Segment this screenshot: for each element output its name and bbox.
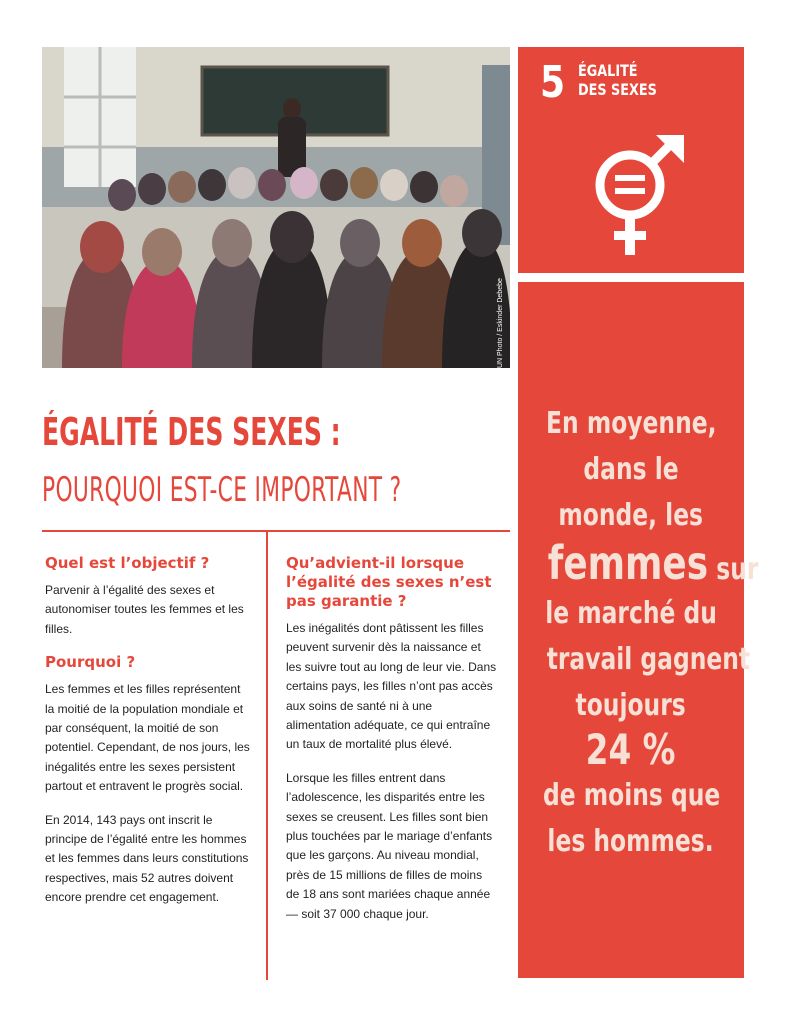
why-paragraph-2: En 2014, 143 pays ont inscrit le principe de l’égalité entre les hommes et les femmes dans leurs constitutions respectives, mais 52 autres doivent encore prendre cet engagement. (45, 812, 249, 905)
sdg-number: 5 (540, 57, 566, 108)
sdg-title-line-2: DES SEXES (578, 80, 657, 99)
left-column (45, 554, 253, 922)
objective-heading: Quel est l’objectif ? (45, 554, 210, 572)
stat-line-1: En moyenne, (545, 406, 717, 441)
statistic-panel (518, 282, 759, 978)
stat-line-6: travail gagnent (546, 642, 751, 677)
stat-percentage: 24 % (586, 725, 676, 774)
why-heading: Pourquoi ? (45, 653, 136, 672)
consequence-heading: Qu’advient-il lorsque l’égalité des sexes n’est pas garantie ? (286, 554, 492, 610)
page-title: ÉGALITÉ DES SEXES : (42, 410, 341, 454)
sdg-goal-badge (518, 47, 744, 273)
stat-line-3: monde, les (558, 498, 704, 533)
objective-text: Parvenir à l’égalité des sexes et autonomiser toutes les femmes et les filles. (45, 583, 244, 636)
photo-credit: UN Photo / Eskinder Debebe (497, 278, 504, 368)
classroom-illustration (42, 47, 510, 368)
stat-line-9: de moins que (542, 778, 721, 813)
why-paragraph-1: Les femmes et les filles représentent la moitié de la population mondiale et par conséquent, la moitié de son potentiel. Cependant, de nos jours, les inégalités entre les sexes persistent partout et entravent le progrès social. (45, 682, 250, 794)
stat-line-7: toujours (575, 688, 687, 723)
consequence-paragraph-1: Les inégalités dont pâtissent les filles peuvent survenir dès la naissance et les suivre tout au long de leur vie. Dans certains pays, les filles n’ont pas accès aux soins de santé ni à une alimentation adéquate, ce qui entraîne un taux de mortalité plus élevé. (286, 621, 497, 752)
heading-divider (42, 530, 510, 532)
stat-emphasis-word: femmes (547, 536, 709, 590)
sdg-title (578, 61, 698, 99)
gender-equality-icon (588, 133, 688, 261)
stat-line-2: dans le (583, 452, 679, 487)
consequence-paragraph-2: Lorsque les filles entrent dans l’adolescence, les disparités entre les sexes se creusent. Les filles sont bien plus touchées par le mariage d’enfants que les garçons. Au niveau mondial, près de 15 millions de filles de moins de 18 ans sont mariées chaque année — soit 37 000 chaque jour. (286, 770, 493, 921)
sdg-title-line-1: ÉGALITÉ (578, 61, 638, 80)
stat-emphasis-rest: sur (708, 552, 759, 587)
stat-line-5: le marché du (545, 596, 717, 631)
stat-line-4 (518, 536, 759, 595)
stat-line-10: les hommes. (547, 824, 715, 859)
classroom-photo (42, 47, 510, 368)
page-subtitle: POURQUOI EST-CE IMPORTANT ? (42, 470, 402, 510)
right-column (286, 554, 498, 938)
column-divider (266, 532, 268, 980)
